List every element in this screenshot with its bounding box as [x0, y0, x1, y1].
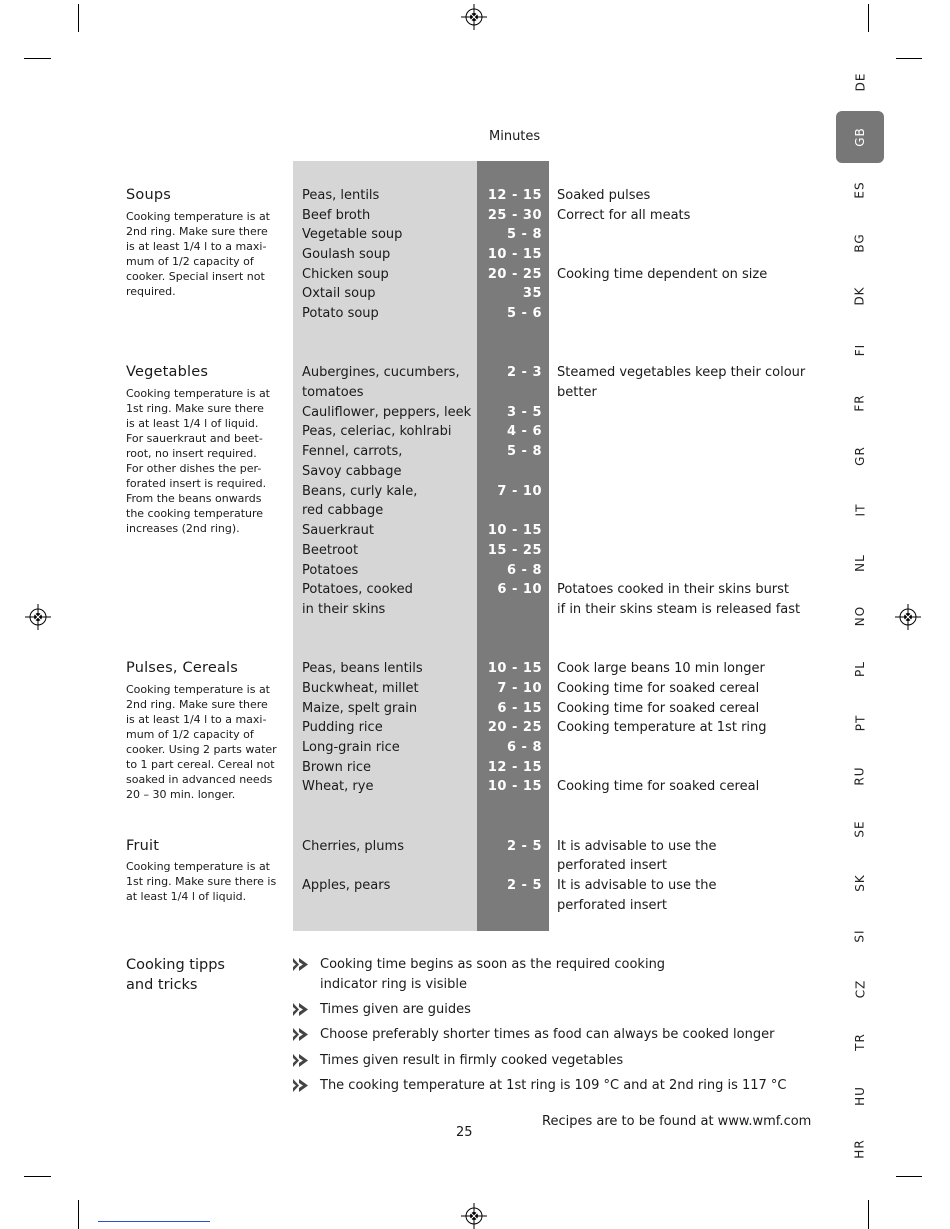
page-number: 25: [456, 1125, 473, 1140]
lang-tab-label: HR: [853, 1139, 867, 1159]
crop-mark: [78, 4, 79, 32]
lang-tab-label: DE: [852, 72, 867, 92]
time-cell: 10 - 15: [487, 523, 542, 538]
tip-line: Cooking time begins as soon as the required cooking: [320, 957, 666, 972]
time-cell: 6 - 8: [506, 563, 542, 578]
note-cell: Potatoes cooked in their skins burst: [557, 582, 790, 597]
lang-tab-label: SK: [853, 874, 867, 892]
lang-tab-fr[interactable]: [836, 377, 884, 429]
crop-mark: [24, 58, 51, 59]
desc-line: is at least 1/4 l of liquid.: [126, 417, 259, 430]
food-cell: Beef broth: [302, 208, 371, 223]
food-cell: red cabbage: [302, 503, 384, 518]
lang-tab-label: RU: [853, 766, 867, 786]
desc-line: at least 1/4 l of liquid.: [126, 890, 247, 903]
section-title-soups: Soups: [126, 187, 172, 203]
note-cell: perforated insert: [557, 898, 667, 913]
tip-text: Times given are guides: [320, 1002, 471, 1017]
note-cell: Cooking time for soaked cereal: [557, 701, 760, 716]
desc-line: Cooking temperature is at: [126, 210, 270, 223]
tips-title: [126, 955, 276, 995]
tips-title-line: and tricks: [126, 977, 198, 993]
note-cell: Steamed vegetables keep their colour: [557, 365, 806, 380]
registration-mark-icon: [895, 604, 921, 630]
note-cell: Correct for all meats: [557, 208, 691, 223]
desc-line: 1st ring. Make sure there is: [126, 875, 277, 888]
section-desc-soups: [126, 209, 281, 299]
lang-tab-label: NL: [852, 554, 867, 572]
food-cell: Peas, beans lentils: [302, 661, 423, 676]
desc-line: mum of 1/2 capacity of: [126, 255, 254, 268]
desc-line: soaked in advanced needs: [126, 773, 273, 786]
desc-line: From the beans onwards: [126, 492, 262, 505]
food-cell: Potato soup: [302, 306, 379, 321]
minutes-header: Minutes: [489, 129, 541, 144]
desc-line: mum of 1/2 capacity of: [126, 728, 254, 741]
tip-item: [293, 1000, 813, 1020]
registration-mark-icon: [25, 604, 51, 630]
food-cell: Wheat, rye: [302, 779, 374, 794]
food-cell: Potatoes: [302, 563, 359, 578]
lang-tab-label: CZ: [852, 979, 867, 999]
food-cell: Potatoes, cooked: [302, 582, 413, 597]
time-cell: 12 - 15: [487, 188, 542, 203]
food-cell: Buckwheat, millet: [302, 681, 419, 696]
note-cell: if in their skins steam is released fast: [557, 602, 801, 617]
desc-line: increases (2nd ring).: [126, 522, 240, 535]
section-desc-pulses-cereals: [126, 682, 281, 802]
crop-mark: [868, 4, 869, 32]
tip-text: [320, 955, 800, 995]
note-cell: Cooking time for soaked cereal: [557, 779, 760, 794]
time-cell: 10 - 15: [487, 247, 542, 262]
desc-line: forated insert is required.: [126, 477, 267, 490]
note-cell: Soaked pulses: [557, 188, 651, 203]
note-cell: Cooking time for soaked cereal: [557, 681, 760, 696]
lang-tab-hu[interactable]: [836, 1070, 884, 1122]
lang-tab-de[interactable]: [836, 56, 884, 108]
note-cell: Cooking temperature at 1st ring: [557, 720, 767, 735]
desc-line: Cooking temperature is at: [126, 387, 270, 400]
time-cell: 25 - 30: [487, 208, 542, 223]
food-cell: Peas, celeriac, kohlrabi: [302, 424, 452, 439]
tip-text: Times given result in firmly cooked vegetables: [320, 1053, 624, 1068]
lang-tab-si[interactable]: [836, 910, 884, 962]
lang-tab-nl[interactable]: [836, 537, 884, 589]
desc-line: 20 – 30 min. longer.: [126, 788, 236, 801]
time-cell: 12 - 15: [487, 760, 542, 775]
time-cell: 7 - 10: [497, 681, 542, 696]
food-cell: Savoy cabbage: [302, 464, 402, 479]
section-title-fruit: Fruit: [126, 838, 160, 854]
crop-mark: [24, 1176, 51, 1177]
recipes-note: Recipes are to be found at www.wmf.com: [542, 1114, 812, 1129]
lang-tab-pt[interactable]: [836, 697, 884, 749]
tip-item: [293, 1051, 813, 1071]
time-cell: 2 - 5: [506, 839, 542, 854]
lang-tab-dk[interactable]: [836, 270, 884, 322]
tip-item: [293, 1076, 813, 1096]
food-cell: Peas, lentils: [302, 188, 380, 203]
lang-tab-no[interactable]: [836, 590, 884, 642]
section-title-pulses-cereals: Pulses, Cereals: [126, 660, 239, 676]
food-cell: Apples, pears: [302, 878, 391, 893]
food-cell: Brown rice: [302, 760, 372, 775]
desc-line: cooker. Using 2 parts water: [126, 743, 277, 756]
food-cell: Fennel, carrots,: [302, 444, 403, 459]
lang-tab-label: SI: [853, 929, 867, 943]
desc-line: is at least 1/4 l to a maxi-: [126, 713, 267, 726]
food-cell: Long-grain rice: [302, 740, 400, 755]
lang-tab-label: BG: [852, 233, 867, 253]
lang-tab-label: FI: [852, 343, 867, 357]
desc-line: Cooking temperature is at: [126, 860, 270, 873]
lang-tab-label: NO: [852, 605, 867, 627]
desc-line: For other dishes the per-: [126, 462, 262, 475]
time-cell: 15 - 25: [487, 543, 542, 558]
registration-mark-icon: [461, 4, 487, 30]
time-cell: 35: [522, 286, 542, 301]
food-cell: Vegetable soup: [302, 227, 403, 242]
food-cell: Cauliflower, peppers, leek: [302, 405, 472, 420]
time-cell: 6 - 10: [497, 582, 542, 597]
lang-tab-se[interactable]: [836, 803, 884, 855]
double-arrow-bullet-icon: [293, 1054, 308, 1067]
lang-tab-cz[interactable]: [836, 963, 884, 1015]
food-cell: Maize, spelt grain: [302, 701, 418, 716]
food-cell: Beetroot: [302, 543, 359, 558]
lang-tab-gr[interactable]: [836, 430, 884, 482]
lang-tab-label: IT: [853, 503, 867, 517]
desc-line: root, no insert required.: [126, 447, 257, 460]
lang-tab-label: PT: [852, 714, 867, 732]
note-cell: Cook large beans 10 min longer: [557, 661, 765, 676]
lang-tab-tr[interactable]: [836, 1016, 884, 1068]
time-cell: 5 - 6: [506, 306, 542, 321]
food-cell: Aubergines, cucumbers,: [302, 365, 460, 380]
tip-item: [293, 1025, 813, 1045]
double-arrow-bullet-icon: [293, 958, 308, 971]
time-cell: 10 - 15: [487, 779, 542, 794]
desc-line: 2nd ring. Make sure there: [126, 698, 268, 711]
time-cell: 7 - 10: [497, 484, 542, 499]
desc-line: cooker. Special insert not: [126, 270, 265, 283]
note-cell: It is advisable to use the: [557, 878, 717, 893]
lang-tab-gb[interactable]: [836, 111, 884, 163]
desc-line: Cooking temperature is at: [126, 683, 270, 696]
food-cell: Sauerkraut: [302, 523, 374, 538]
section-desc-fruit: [126, 859, 281, 904]
double-arrow-bullet-icon: [293, 1003, 308, 1016]
lang-tab-label: DK: [852, 286, 867, 306]
desc-line: For sauerkraut and beet-: [126, 432, 263, 445]
food-cell: in their skins: [302, 602, 386, 617]
lang-tab-label: ES: [852, 181, 867, 199]
time-cell: 5 - 8: [506, 444, 542, 459]
lang-tab-label: PL: [852, 661, 867, 677]
lang-tab-bg[interactable]: [836, 217, 884, 269]
time-cell: 10 - 15: [487, 661, 542, 676]
tip-line: indicator ring is visible: [320, 977, 468, 992]
time-cell: 20 - 25: [487, 720, 542, 735]
link-underline: [98, 1221, 210, 1222]
lang-tab-hr[interactable]: [836, 1123, 884, 1175]
lang-tab-label: TR: [852, 1033, 867, 1051]
crop-mark: [868, 1200, 869, 1229]
lang-tab-sk[interactable]: [836, 857, 884, 909]
time-cell: 5 - 8: [506, 227, 542, 242]
food-cell: tomatoes: [302, 385, 364, 400]
lang-tab-pl[interactable]: [836, 643, 884, 695]
desc-line: 1st ring. Make sure there: [126, 402, 264, 415]
desc-line: the cooking temperature: [126, 507, 264, 520]
time-cell: 20 - 25: [487, 267, 542, 282]
double-arrow-bullet-icon: [293, 1079, 308, 1092]
lang-tab-ru[interactable]: [836, 750, 884, 802]
time-cell: 6 - 8: [506, 740, 542, 755]
desc-line: 2nd ring. Make sure there: [126, 225, 268, 238]
food-cell: Goulash soup: [302, 247, 391, 262]
lang-tab-fi[interactable]: [836, 324, 884, 376]
registration-mark-icon: [461, 1203, 487, 1229]
crop-mark: [896, 58, 922, 59]
double-arrow-bullet-icon: [293, 1028, 308, 1041]
food-cell: Cherries, plums: [302, 839, 404, 854]
desc-line: is at least 1/4 l to a maxi-: [126, 240, 267, 253]
tip-item: [293, 955, 813, 995]
tips-title-line: Cooking tipps: [126, 957, 225, 973]
tip-text: The cooking temperature at 1st ring is 109 °C and at 2nd ring is 117 °C: [320, 1078, 787, 1093]
desc-line: to 1 part cereal. Cereal not: [126, 758, 275, 771]
note-cell: perforated insert: [557, 858, 667, 873]
food-cell: Pudding rice: [302, 720, 383, 735]
lang-tab-es[interactable]: [836, 164, 884, 216]
lang-tab-label: SE: [852, 820, 867, 838]
section-desc-vegetables: [126, 386, 281, 536]
lang-tab-it[interactable]: [836, 484, 884, 536]
lang-tab-label: GR: [852, 446, 867, 466]
time-cell: 3 - 5: [506, 405, 542, 420]
food-cell: Beans, curly kale,: [302, 484, 418, 499]
crop-mark: [78, 1200, 79, 1229]
lang-tab-label: FR: [853, 394, 867, 412]
time-cell: 2 - 5: [506, 878, 542, 893]
food-cell: Oxtail soup: [302, 286, 376, 301]
tip-text: Choose preferably shorter times as food can always be cooked longer: [320, 1027, 775, 1042]
time-cell: 6 - 15: [497, 701, 542, 716]
time-cell: 4 - 6: [506, 424, 542, 439]
crop-mark: [896, 1176, 922, 1177]
food-cell: Chicken soup: [302, 267, 389, 282]
section-title-vegetables: Vegetables: [126, 364, 209, 380]
time-cell: 2 - 3: [506, 365, 542, 380]
note-cell: better: [557, 385, 597, 400]
lang-tab-label: GB: [853, 127, 867, 147]
desc-line: required.: [126, 285, 176, 298]
note-cell: It is advisable to use the: [557, 839, 717, 854]
lang-tab-label: HU: [853, 1086, 867, 1106]
note-cell: Cooking time dependent on size: [557, 267, 768, 282]
